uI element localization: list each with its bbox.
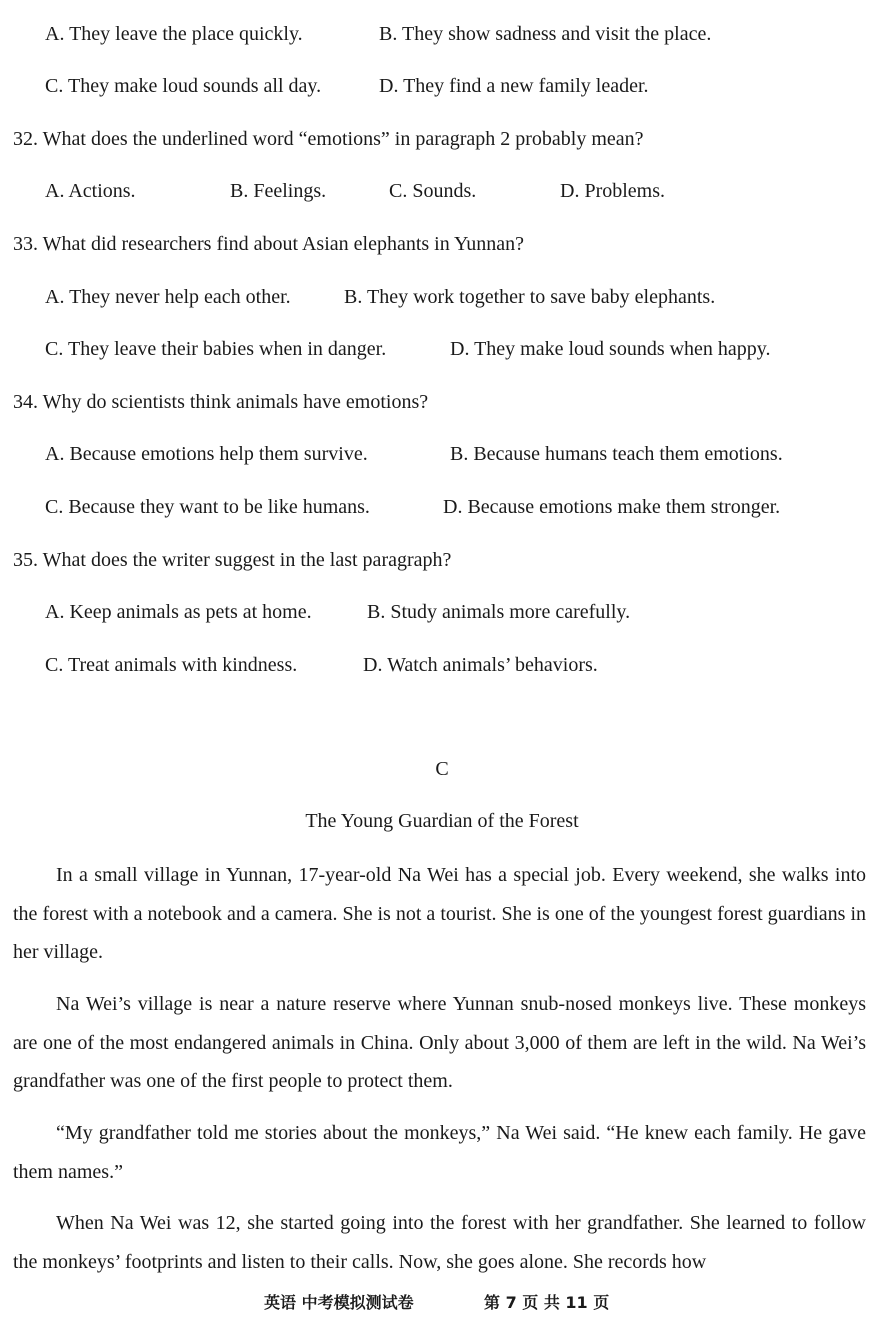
- q33-option-d: D. They make loud sounds when happy.: [450, 338, 771, 360]
- q34-stem: 34. Why do scientists think animals have emotions?: [13, 391, 429, 413]
- q31-option-b: B. They show sadness and visit the place.: [379, 23, 712, 45]
- q32-stem: 32. What does the underlined word “emotions” in paragraph 2 probably mean?: [13, 128, 644, 150]
- q32-option-d: D. Problems.: [560, 180, 665, 202]
- q33-option-b: B. They work together to save baby elephants.: [344, 286, 716, 308]
- q35-option-d: D. Watch animals’ behaviors.: [363, 654, 598, 676]
- q32-option-c: C. Sounds.: [389, 180, 477, 202]
- q33-option-a: A. They never help each other.: [45, 286, 291, 308]
- q31-option-c: C. They make loud sounds all day.: [45, 75, 322, 97]
- q31-option-a: A. They leave the place quickly.: [45, 23, 303, 45]
- passage-paragraph-2: Na Wei’s village is near a nature reserve where Yunnan snub-nosed monkeys live. These monkeys are one of the most endangered animals in China. Only about 3,000 of them are left in the wild. Na Wei’s grandfather was one of the first people to protect them.: [13, 993, 866, 1092]
- q34-option-a: A. Because emotions help them survive.: [45, 443, 368, 465]
- q34-option-d: D. Because emotions make them stronger.: [443, 496, 781, 518]
- q33-stem: 33. What did researchers find about Asian elephants in Yunnan?: [13, 233, 524, 255]
- section-letter: C: [435, 758, 449, 780]
- q34-option-c: C. Because they want to be like humans.: [45, 496, 370, 518]
- q35-option-b: B. Study animals more carefully.: [367, 601, 631, 623]
- passage-paragraph-1: In a small village in Yunnan, 17-year-old Na Wei has a special job. Every weekend, she walks into the forest with a notebook and a camera. She is not a tourist. She is one of the youngest forest guardians in her village.: [13, 864, 866, 963]
- footer-page-info: 第 7 页 共 11 页: [484, 1293, 610, 1312]
- q35-stem: 35. What does the writer suggest in the last paragraph?: [13, 549, 452, 571]
- q33-option-c: C. They leave their babies when in danger.: [45, 338, 387, 360]
- q35-option-c: C. Treat animals with kindness.: [45, 654, 298, 676]
- q32-option-a: A. Actions.: [45, 180, 136, 202]
- q35-option-a: A. Keep animals as pets at home.: [45, 601, 312, 623]
- passage-paragraph-3: “My grandfather told me stories about the monkeys,” Na Wei said. “He knew each family. He gave them names.”: [13, 1122, 866, 1183]
- passage-title: The Young Guardian of the Forest: [305, 810, 579, 832]
- q32-option-b: B. Feelings.: [230, 180, 327, 202]
- footer-subject: 英语 中考模拟测试卷: [264, 1293, 414, 1312]
- q31-option-d: D. They find a new family leader.: [379, 75, 649, 97]
- q34-option-b: B. Because humans teach them emotions.: [450, 443, 783, 465]
- passage-paragraph-4: When Na Wei was 12, she started going into the forest with her grandfather. She learned to follow the monkeys’ footprints and listen to their calls. Now, she goes alone. She records how: [13, 1212, 866, 1273]
